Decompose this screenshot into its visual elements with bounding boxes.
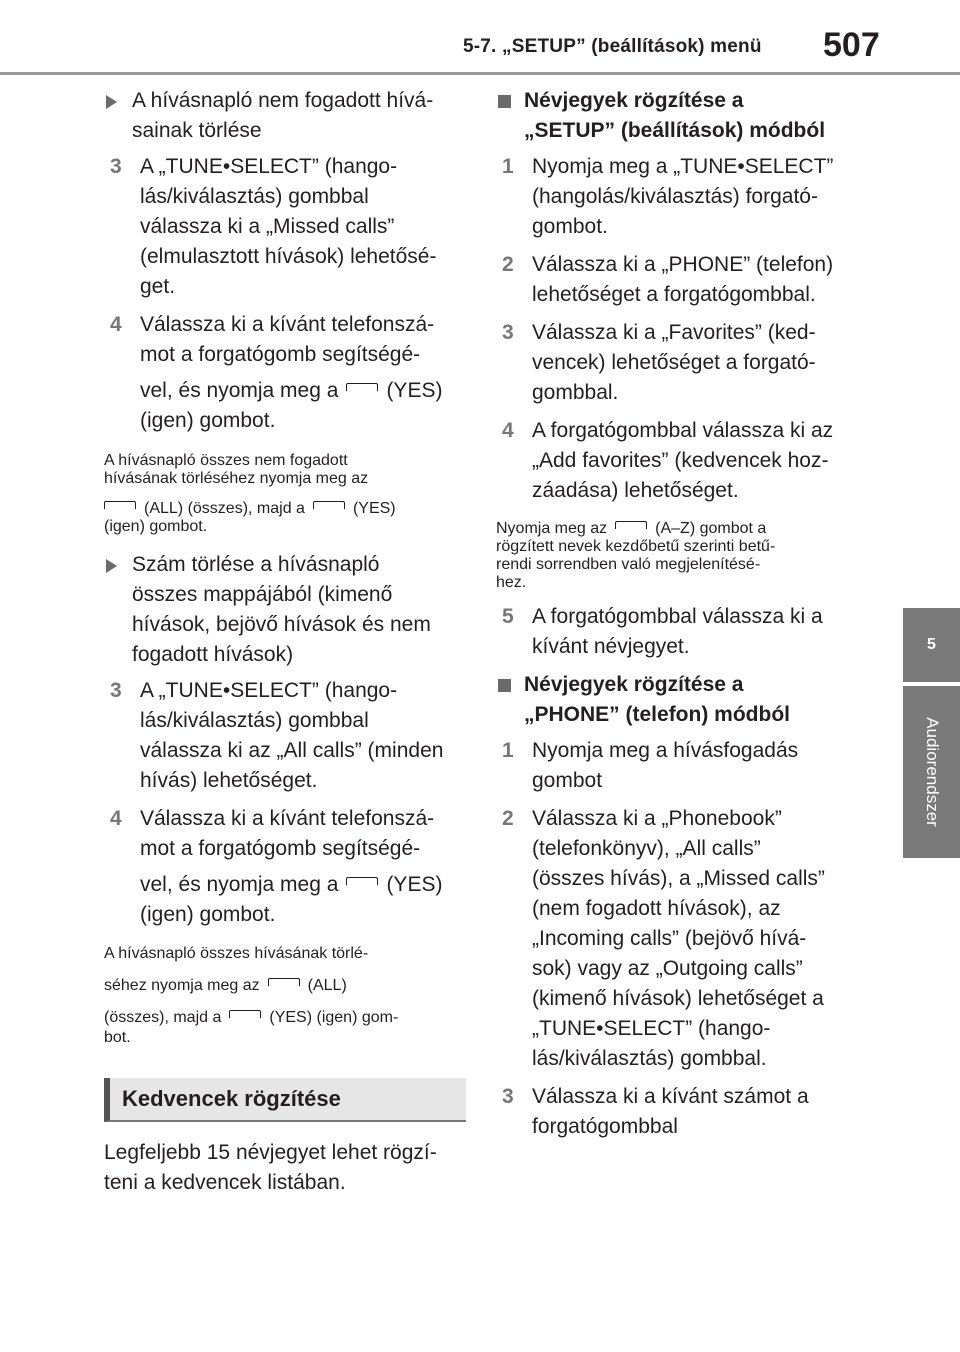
- text-line: válassza ki az „All calls” (minden: [140, 739, 444, 762]
- text-line: fogadott hívások): [132, 643, 294, 666]
- text-line: teni a kedvencek listában.: [104, 1171, 346, 1194]
- subheading-missed-calls: [104, 86, 466, 146]
- text-line: záadása) lehetőséget.: [532, 479, 739, 502]
- text-line: gombot.: [532, 215, 608, 238]
- step-3: [496, 1082, 852, 1142]
- text-line: forgatógombbal: [532, 1115, 678, 1138]
- step-3: [496, 318, 852, 408]
- text-line: sainak törlése: [132, 119, 262, 142]
- text-line: lás/kiválasztás) gombbal: [140, 185, 369, 208]
- text-line: Válassza ki a kívánt számot a: [532, 1085, 809, 1108]
- text-line: összes mappájából (kimenő: [132, 583, 393, 606]
- text-line: A hívásnapló összes hívásának törlé-: [104, 945, 369, 962]
- step-2: [496, 804, 852, 1074]
- square-bullet-icon: [498, 95, 511, 108]
- step-number: 5: [502, 605, 514, 628]
- step-number: 3: [110, 679, 122, 702]
- text-line: mot a forgatógomb segítségé-: [140, 343, 421, 366]
- text-line: válassza ki a „Missed calls”: [140, 215, 395, 238]
- text-line: Nyomja meg a hívásfogadás: [532, 739, 799, 762]
- text-line: rögzített nevek kezdőbetű szerinti betű-: [496, 538, 776, 555]
- text-line: Legfeljebb 15 névjegyet lehet rögzí-: [104, 1141, 437, 1164]
- section-heading: Kedvencek rögzítése: [122, 1086, 341, 1111]
- step-number: 4: [110, 313, 122, 336]
- text-line: [140, 870, 466, 900]
- right-column: [496, 86, 852, 1150]
- text-line: gombot: [532, 769, 603, 792]
- chapter-number: 5: [927, 636, 936, 653]
- subheading-phone-mode: [496, 670, 852, 730]
- text-line: Szám törlése a hívásnapló: [132, 553, 380, 576]
- step-number: 2: [502, 807, 514, 830]
- step-number: 4: [110, 807, 122, 830]
- text-line: Névjegyek rögzítése a: [524, 89, 744, 112]
- text-line: „Incoming calls” (bejövő hívá-: [532, 927, 807, 950]
- text-line: [496, 520, 852, 538]
- chapter-label-tab: [903, 686, 960, 858]
- text-line: Válassza ki a „Favorites” (ked-: [532, 321, 816, 344]
- text-line: Válassza ki a „Phonebook”: [532, 807, 782, 830]
- step-number: 2: [502, 253, 514, 276]
- text-line: hez.: [496, 574, 527, 591]
- subheading-delete-all: [104, 550, 466, 670]
- step-1: [496, 736, 852, 796]
- text-fragment: Nyomja meg az: [496, 520, 608, 537]
- step-1: [496, 152, 852, 242]
- text-line: lás/kiválasztás) gombbal: [140, 709, 369, 732]
- text-line: bot.: [104, 1029, 131, 1046]
- text-line: mot a forgatógomb segítségé-: [140, 837, 421, 860]
- intro-paragraph: [104, 1138, 466, 1198]
- triangle-bullet-icon: [106, 559, 117, 573]
- step-4: [104, 804, 466, 930]
- text-line: gombbal.: [532, 381, 619, 404]
- step-number: 3: [502, 1085, 514, 1108]
- text-line: rendi sorrendben való megjelenítésé-: [496, 556, 761, 573]
- text-line: (elmulasztott hívások) lehetősé-: [140, 245, 437, 268]
- text-line: „SETUP” (beállítások) módból: [524, 119, 826, 142]
- text-line: lehetőséget a forgatógombbal.: [532, 283, 816, 306]
- step-4: [104, 310, 466, 436]
- triangle-bullet-icon: [106, 95, 117, 109]
- note-clear-all-missed: [104, 452, 466, 536]
- text-fragment: (összes), majd a: [104, 1009, 222, 1026]
- text-line: A hívásnapló nem fogadott hívá-: [132, 89, 434, 112]
- text-fragment: vel, és nyomja meg a: [140, 873, 339, 896]
- text-fragment: (YES) (igen) gom-: [269, 1009, 399, 1026]
- left-column: [104, 86, 466, 1198]
- text-line: [140, 376, 466, 406]
- text-line: hívásának törléséhez nyomja meg az: [104, 470, 369, 487]
- text-line: kívánt névjegyet.: [532, 635, 690, 658]
- text-line: lás/kiválasztás) gombbal.: [532, 1047, 767, 1070]
- page-number: 507: [823, 26, 880, 64]
- step-number: 1: [502, 155, 514, 178]
- text-line: Válassza ki a „PHONE” (telefon): [532, 253, 834, 276]
- text-line: A hívásnapló összes nem fogadott: [104, 452, 348, 469]
- button-symbol-icon: [268, 978, 300, 986]
- text-line: (hangolás/kiválasztás) forgató-: [532, 185, 818, 208]
- text-line: Nyomja meg a „TUNE•SELECT”: [532, 155, 834, 178]
- text-line: hívás) lehetőséget.: [140, 769, 318, 792]
- text-line: [104, 500, 466, 518]
- button-symbol-icon: [615, 521, 647, 529]
- text-fragment: (YES): [352, 500, 396, 517]
- step-number: 3: [502, 321, 514, 344]
- text-fragment: (YES): [386, 379, 443, 402]
- text-fragment: vel, és nyomja meg a: [140, 379, 339, 402]
- text-line: „Add favorites” (kedvencek hoz-: [532, 449, 829, 472]
- section-heading-box: [104, 1078, 466, 1122]
- step-3: [104, 152, 466, 302]
- note-a-z-sort: [496, 520, 852, 592]
- step-4: [496, 416, 852, 506]
- text-fragment: (YES): [386, 873, 443, 896]
- text-fragment: (ALL): [307, 977, 347, 994]
- text-line: sok) vagy az „Outgoing calls”: [532, 957, 803, 980]
- text-line: „TUNE•SELECT” (hango-: [532, 1017, 771, 1040]
- text-line: Válassza ki a kívánt telefonszá-: [140, 807, 435, 830]
- text-line: (igen) gombot.: [140, 409, 276, 432]
- step-number: 1: [502, 739, 514, 762]
- square-bullet-icon: [498, 679, 511, 692]
- text-line: [104, 1008, 466, 1028]
- chapter-label: Audiorendszer: [922, 717, 942, 827]
- section-title: 5-7. „SETUP” (beállítások) menü: [463, 36, 762, 57]
- text-fragment: séhez nyomja meg az: [104, 977, 260, 994]
- text-line: „PHONE” (telefon) módból: [524, 703, 790, 726]
- step-number: 3: [110, 155, 122, 178]
- note-clear-all-history: [104, 944, 466, 1048]
- step-2: [496, 250, 852, 310]
- step-number: 4: [502, 419, 514, 442]
- button-symbol-icon: [104, 501, 136, 509]
- chapter-number-tab: [903, 608, 960, 682]
- text-line: hívások, bejövő hívások és nem: [132, 613, 431, 636]
- text-line: A „TUNE•SELECT” (hango-: [140, 679, 398, 702]
- button-symbol-icon: [346, 383, 378, 391]
- text-line: A forgatógombbal válassza ki a: [532, 605, 823, 628]
- step-5: [496, 602, 852, 662]
- text-line: (nem fogadott hívások), az: [532, 897, 781, 920]
- text-line: (kimenő hívások) lehetőséget a: [532, 987, 824, 1010]
- header-rule: [0, 72, 960, 75]
- button-symbol-icon: [346, 877, 378, 885]
- text-line: (igen) gombot.: [104, 518, 208, 535]
- text-line: get.: [140, 275, 176, 298]
- subheading-setup-mode: [496, 86, 852, 146]
- text-line: (összes hívás), a „Missed calls”: [532, 867, 825, 890]
- text-line: A forgatógombbal válassza ki az: [532, 419, 834, 442]
- text-line: vencek) lehetőséget a forgató-: [532, 351, 816, 374]
- text-line: [104, 976, 466, 996]
- button-symbol-icon: [229, 1010, 261, 1018]
- step-3: [104, 676, 466, 796]
- text-line: Válassza ki a kívánt telefonszá-: [140, 313, 435, 336]
- text-fragment: (ALL) (összes), majd a: [144, 500, 305, 517]
- text-line: Névjegyek rögzítése a: [524, 673, 744, 696]
- text-line: (telefonkönyv), „All calls”: [532, 837, 761, 860]
- text-line: A „TUNE•SELECT” (hango-: [140, 155, 398, 178]
- button-symbol-icon: [313, 501, 345, 509]
- text-fragment: (A–Z) gombot a: [655, 520, 767, 537]
- text-line: (igen) gombot.: [140, 903, 276, 926]
